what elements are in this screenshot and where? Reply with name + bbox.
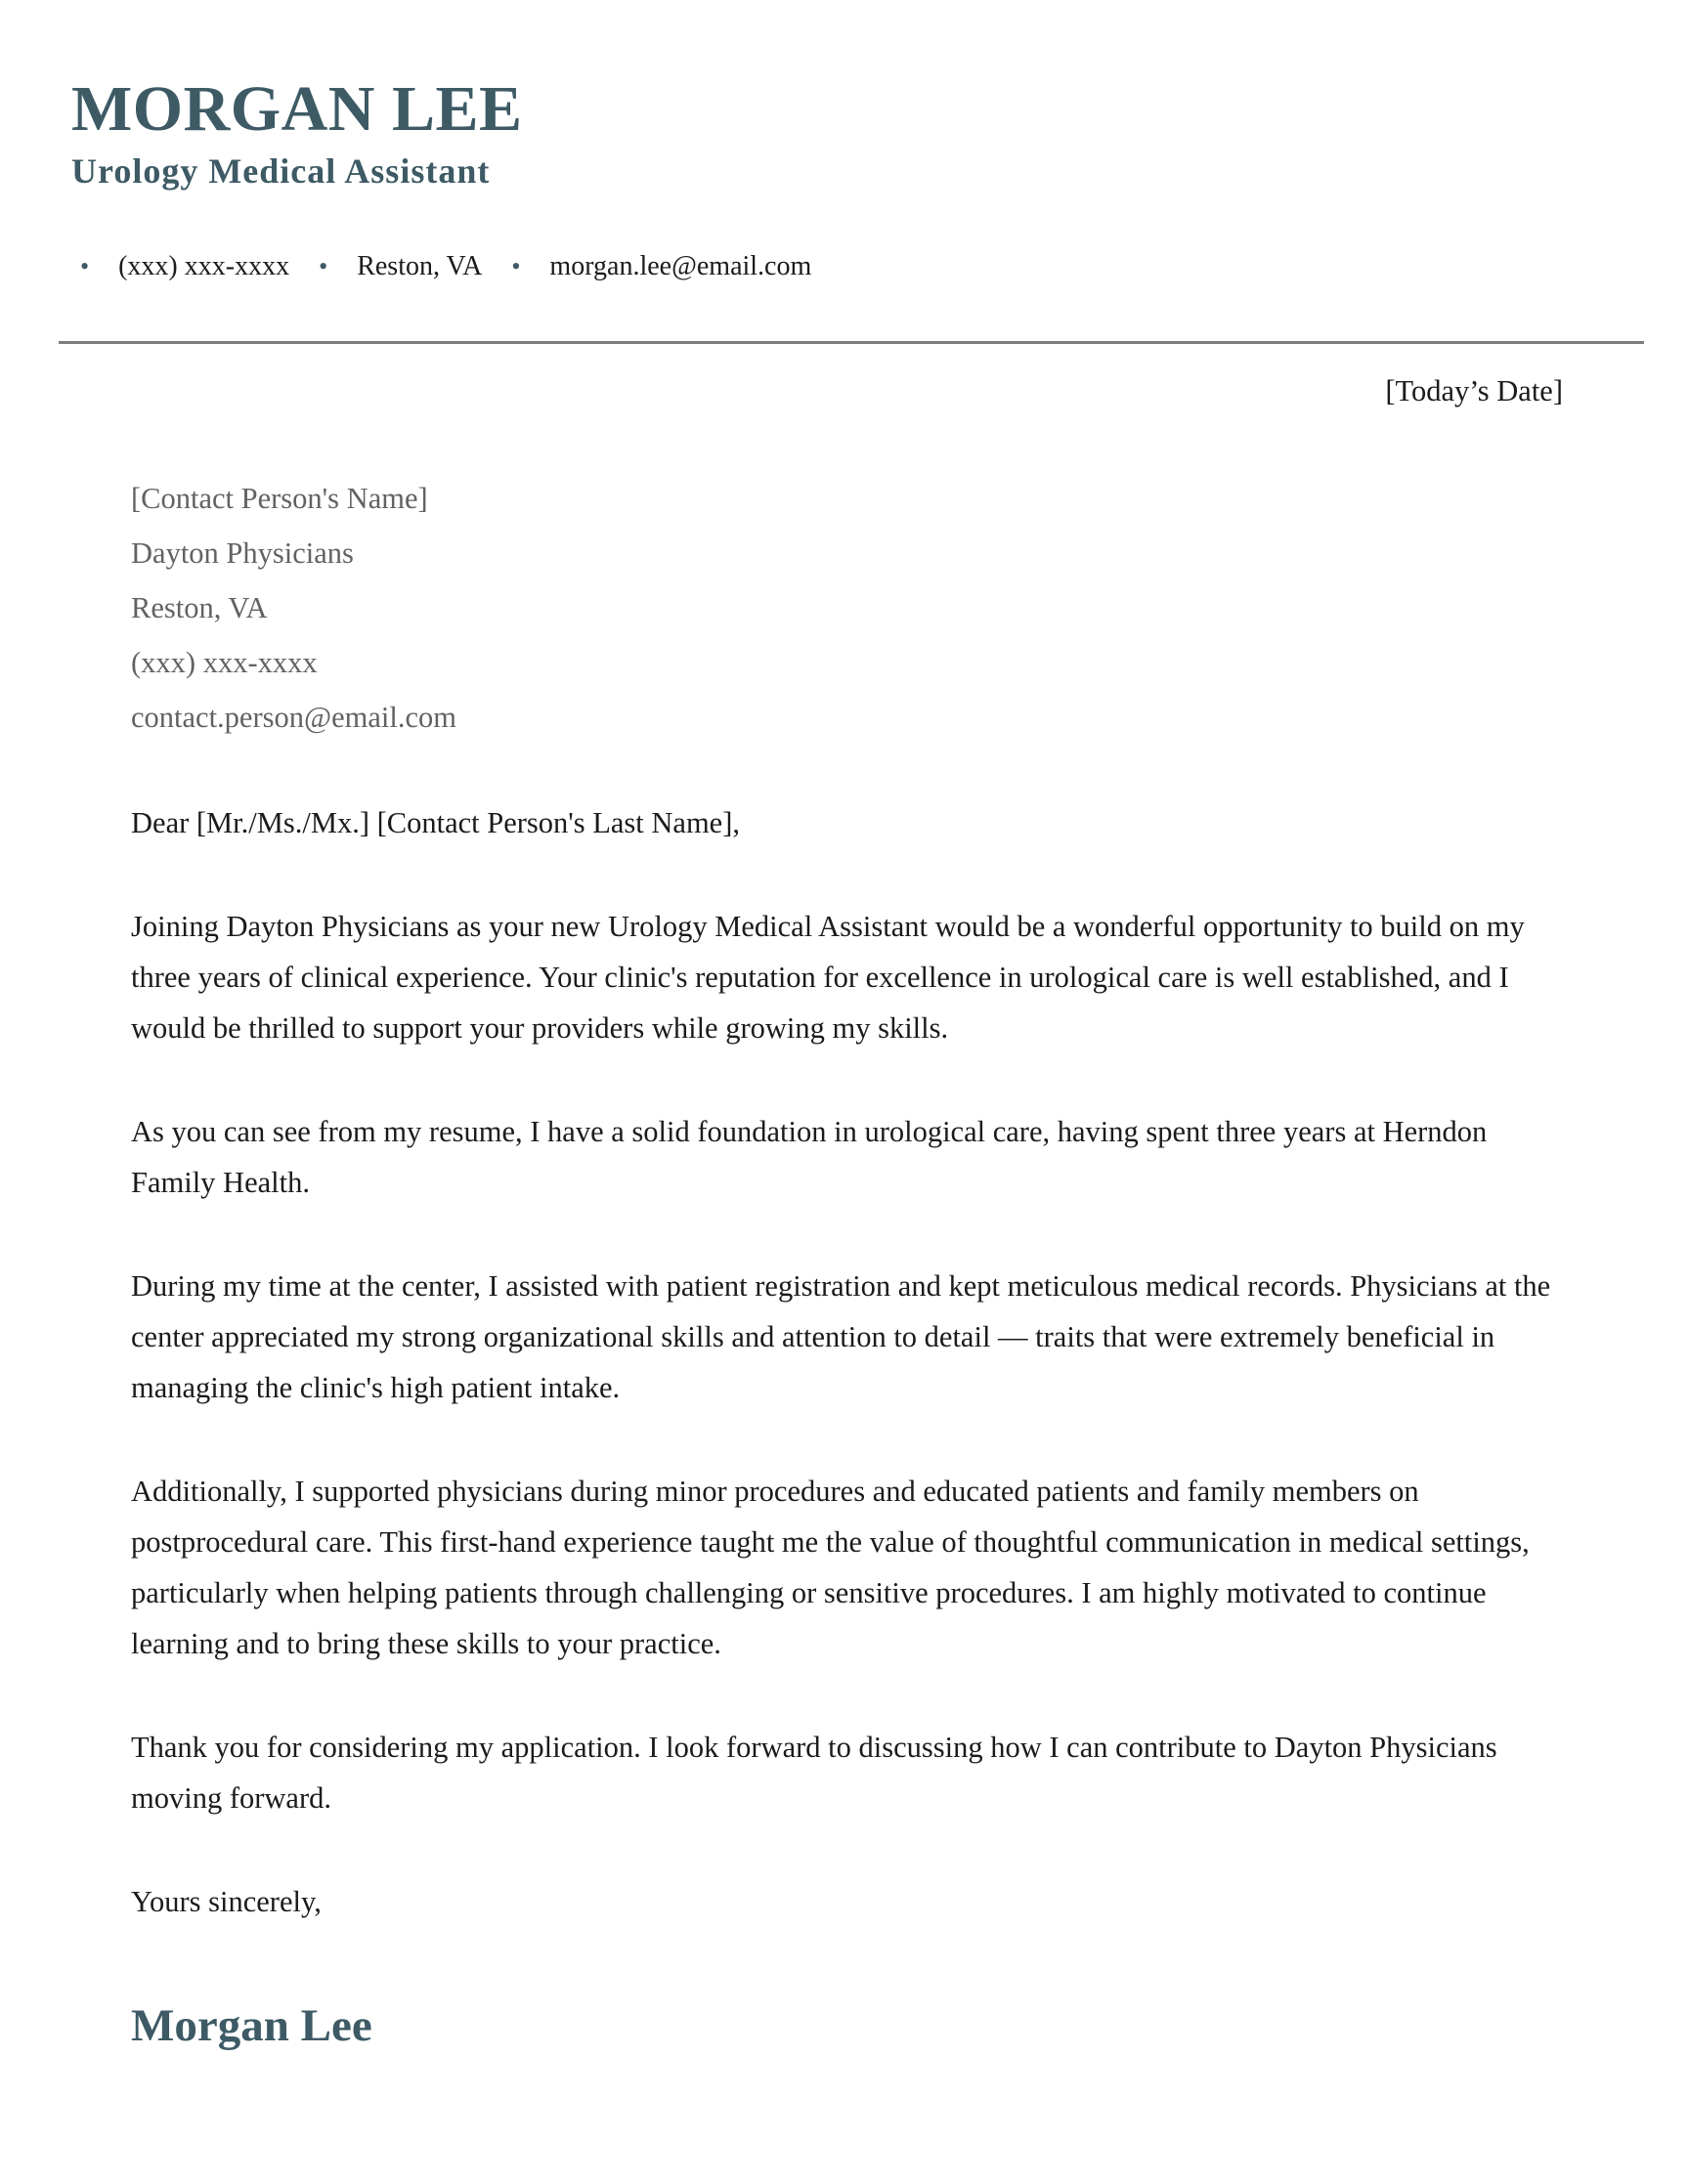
bullet-separator-icon: • <box>319 252 328 281</box>
body-paragraph-1: Joining Dayton Physicians as your new Urology Medical Assistant would be a wonderful opportunity to build on my three years of clinical experience. Your clinic's reputation for excellence in urological care is well established, and I would be thrilled to support your providers while growing my skills. <box>131 910 1525 1046</box>
candidate-name: MORGAN LEE <box>71 73 523 145</box>
contact-location: Reston, VA <box>357 251 483 282</box>
letter-header <box>59 72 1644 282</box>
contact-info-bar <box>71 251 1644 282</box>
candidate-job-title: Urology Medical Assistant <box>71 150 491 191</box>
salutation: Dear [Mr./Ms./Mx.] [Contact Person's Last Name], <box>131 806 741 840</box>
body-paragraph-2: As you can see from my resume, I have a solid foundation in urological care, having spent three years at Herndon Family Health. <box>131 1115 1488 1200</box>
recipient-email: contact.person@email.com <box>131 701 456 735</box>
bullet-separator-icon: • <box>80 252 90 281</box>
letter-body <box>131 365 1563 2052</box>
recipient-company: Dayton Physicians <box>131 536 354 571</box>
recipient-location: Reston, VA <box>131 591 268 625</box>
recipient-block <box>131 471 1563 745</box>
signature-name: Morgan Lee <box>131 2000 372 2052</box>
body-paragraph-4: Additionally, I supported physicians during minor procedures and educated patients and family members on postprocedural care. This first-hand experience taught me the value of thoughtful communication in medical settings, particularly when helping patients through challenging or sensitive procedures. I am highly motivated to continue learning and to bring these skills to your practice. <box>131 1475 1530 1661</box>
body-paragraph-5: Thank you for considering my application. I look forward to discussing how I can contribute to Dayton Physicians moving forward. <box>131 1731 1497 1816</box>
recipient-phone: (xxx) xxx-xxxx <box>131 646 318 680</box>
recipient-name: [Contact Person's Name] <box>131 482 428 516</box>
contact-email: morgan.lee@email.com <box>549 251 812 282</box>
bullet-separator-icon: • <box>511 252 521 281</box>
body-paragraph-3: During my time at the center, I assisted with patient registration and kept meticulous medical records. Physicians at the center appreciated my strong organizational skills and attention to detail — traits that were extremely beneficial in managing the clinic's high patient intake. <box>131 1269 1551 1405</box>
letter-date: [Today’s Date] <box>1385 374 1563 408</box>
header-divider <box>59 341 1644 344</box>
valediction: Yours sincerely, <box>131 1885 322 1919</box>
contact-phone: (xxx) xxx-xxxx <box>118 251 290 282</box>
